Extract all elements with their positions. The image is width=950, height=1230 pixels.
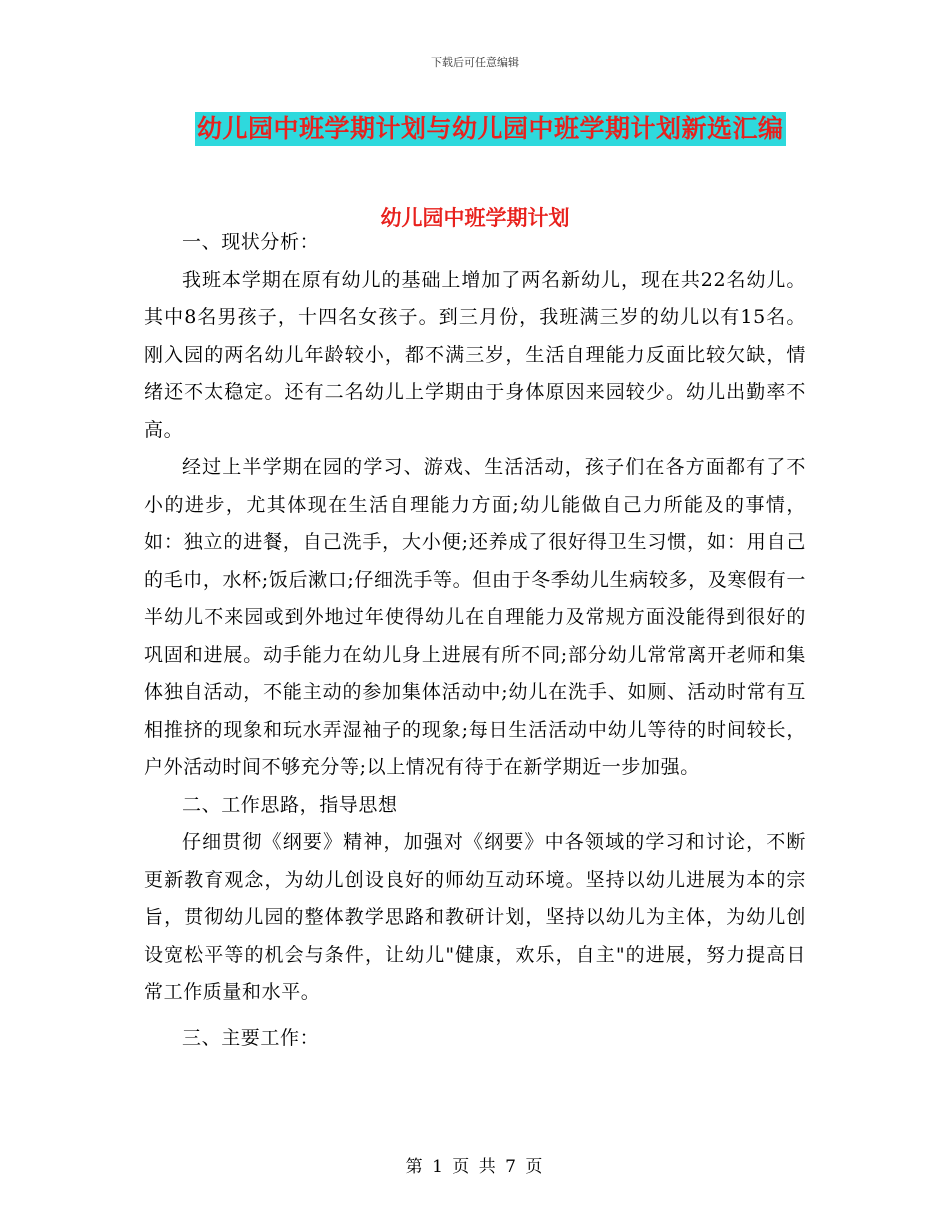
paragraph-guiding-principles: 仔细贯彻《纲要》精神，加强对《纲要》中各领域的学习和讨论，不断更新教育观念，为幼儿创设良好的师幼互动环境。坚持以幼儿进展为本的宗旨，贯彻幼儿园的整体教学思路和教研计划，坚持以幼儿为主体，为幼儿创设宽松平等的机会与条件，让幼儿"健康，欢乐，自主"的进展，努力提高日常工作质量和水平。 xyxy=(144,831,806,1003)
document-title: 幼儿园中班学期计划与幼儿园中班学期计划新选汇编 xyxy=(195,112,786,146)
heading-work-ideas: 二、工作思路，指导思想 xyxy=(182,793,398,816)
heading-status-analysis: 一、现状分析： xyxy=(182,231,320,253)
section-title: 幼儿园中班学期计划 xyxy=(380,206,570,230)
paragraph-class-overview: 我班本学期在原有幼儿的基础上增加了两名新幼儿，现在共22名幼儿。其中8名男孩子，十四名女孩子。到三月份，我班满三岁的幼儿以有15名。刚入园的两名幼儿年龄较小，都不满三岁，生活自理能力反面比较欠缺，情绪还不太稳定。还有二名幼儿上学期由于身体原因来园较少。幼儿出勤率不高。 xyxy=(144,268,806,441)
paragraph-progress-review: 经过上半学期在园的学习、游戏、生活活动，孩子们在各方面都有了不小的进步，尤其体现在生活自理能力方面;幼儿能做自己力所能及的事情，如：独立的进餐，自己洗手，大小便;还养成了很好得卫生习惯，如：用自己的毛巾，水杯;饭后漱口;仔细洗手等。但由于冬季幼儿生病较多，及寒假有一半幼儿不来园或到外地过年使得幼儿在自理能力及常规方面没能得到很好的巩固和进展。动手能力在幼儿身上进展有所不同;部分幼儿常常离开老师和集体独自活动，不能主动的参加集体活动中;幼儿在洗手、如厕、活动时常有互相推挤的现象和玩水弄湿袖子的现象;每日生活活动中幼儿等待的时间较长，户外活动时间不够充分等;以上情况有待于在新学期近一步加强。 xyxy=(144,456,806,778)
heading-main-work: 三、主要工作： xyxy=(182,1026,320,1049)
document-body xyxy=(144,224,806,1057)
page-number-footer: 第 1 页 共 7 页 xyxy=(405,1157,545,1177)
header-note: 下载后可任意编辑 xyxy=(431,56,519,69)
